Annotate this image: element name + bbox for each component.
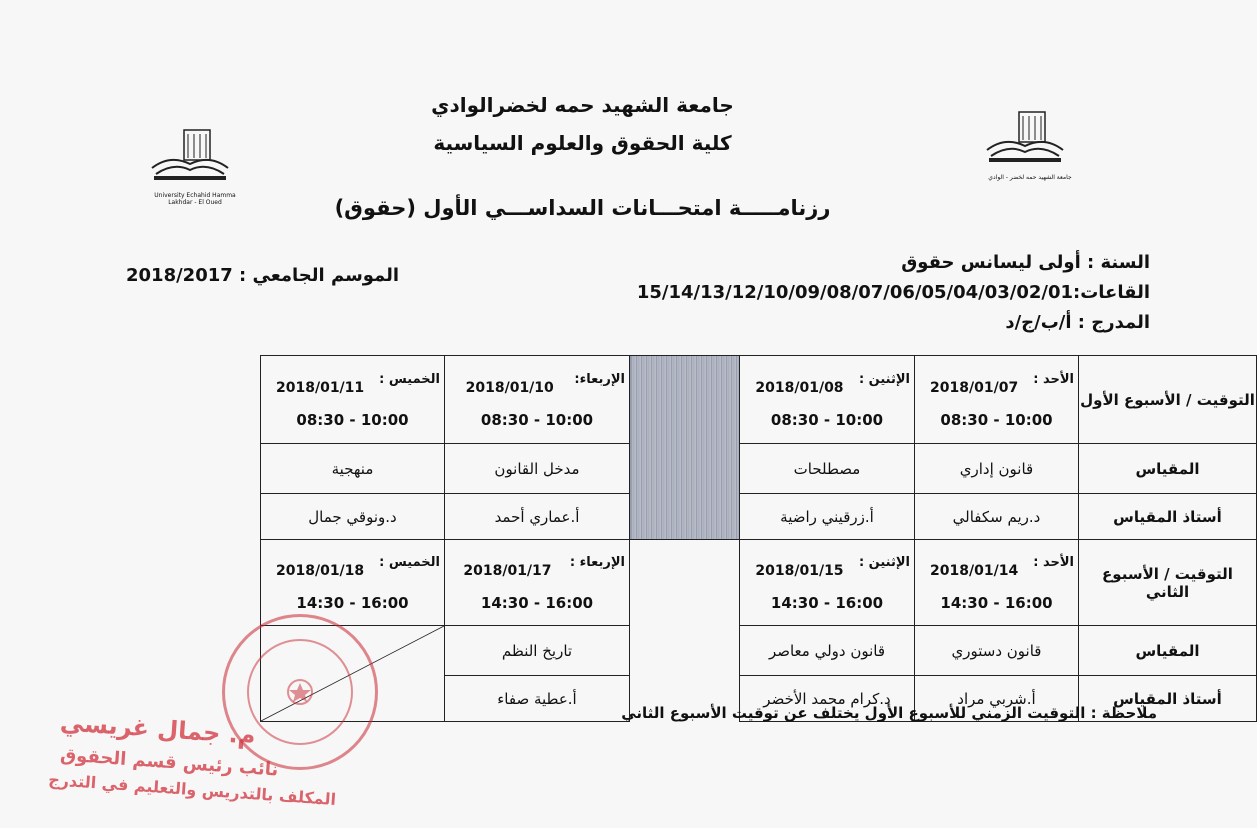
document-title: رزنامـــــة امتحـــانات السداســـي الأول (حقوق) [334,196,831,220]
professor-label: أستاذ المقياس [1079,676,1257,722]
day-name: الخميس : [379,371,440,387]
professor-cell: د.كرام محمد الأخضر [740,676,915,722]
module-cell: مدخل القانون [445,444,630,494]
day-cell [915,540,1079,626]
module-cell: قانون دستوري [915,626,1079,676]
module-label: المقياس [1079,444,1257,494]
professor-cell: د.ونوقي جمال [261,494,445,540]
professor-cell: أ.عطية صفاء [445,676,630,722]
exam-time: 16:00 - 14:30 [770,593,884,612]
day-name: الخميس : [379,554,440,570]
day-name: الإربعاء: [574,371,625,387]
faculty-name: كلية الحقوق والعلوم السياسية [433,131,732,155]
day-date: 2018/01/07 [930,379,1019,396]
signature-role-2: المكلف بالتدريس والتعليم في التدرج [47,769,337,810]
spacer-column [630,540,740,722]
year-line: السنة : أولى ليسانس حقوق [901,252,1150,273]
exam-time: 16:00 - 14:30 [940,593,1053,612]
module-cell: منهجية [261,444,445,494]
logo-caption: جامعة الشهيد حمه لخضر - الوادي [988,174,1072,181]
module-cell: تاريخ النظم [445,626,630,676]
exam-time: 16:00 - 14:30 [480,593,594,612]
day-cell [915,356,1079,444]
day-cell [740,356,915,444]
day-cell [740,540,915,626]
module-cell: قانون إداري [915,444,1079,494]
day-name: الإثنين : [858,554,910,570]
halls-line: القاعات:15/14/13/12/10/09/08/07/06/05/04/03/02/01 [636,282,1150,303]
week1-timing-row [75,356,1257,444]
hatched-empty-cell [630,356,740,540]
university-name: جامعة الشهيد حمه لخضرالوادي [431,93,734,117]
day-date: 2018/01/08 [755,379,844,396]
module-label: المقياس [1079,626,1257,676]
week2-timing-label: التوقيت / الأسبوع الثاني [1079,540,1257,626]
signature-name: م. جمال غريسي [59,708,257,750]
exam-time: 10:00 - 08:30 [296,410,409,429]
exam-time: 16:00 - 14:30 [296,593,409,612]
day-date: 2018/01/17 [463,562,552,579]
day-date: 2018/01/15 [755,562,844,579]
amphi-line: المدرج : أ/ب/ج/د [1005,312,1150,333]
exam-time: 10:00 - 08:30 [480,410,594,429]
exam-time: 10:00 - 08:30 [770,410,884,429]
professor-cell: أ.عماري أحمد [445,494,630,540]
week2-timing-row [75,540,1257,626]
professor-cell: د.ريم سكفالي [915,494,1079,540]
day-cell [261,356,445,444]
exam-time: 10:00 - 08:30 [940,410,1053,429]
day-name: الإربعاء : [569,554,625,570]
module-cell: قانون دولي معاصر [740,626,915,676]
day-name: الأحد : [1033,371,1074,387]
professor-cell: أ.زرقيني راضية [740,494,915,540]
day-date: 2018/01/10 [465,379,554,396]
note-line [621,704,1157,722]
module-cell: مصطلحات [740,444,915,494]
day-cell [261,540,445,626]
signature-role-1: نائب رئيس قسم الحقوق [59,744,279,781]
professor-label: أستاذ المقياس [1079,494,1257,540]
day-date: 2018/01/18 [276,562,365,579]
professor-cell: أ.شربي مراد [915,676,1079,722]
day-name: الأحد : [1033,554,1074,570]
logo-caption: University Echahid Hamma Lakhdar - El Oued [154,192,236,206]
week1-timing-label: التوقيت / الأسبوع الأول [1079,356,1257,444]
note-text: ملاحظة : التوقيت الزمني للأسبوع الأول يختلف عن توقيت الأسبوع الثاني [621,704,1157,722]
day-cell [445,540,630,626]
day-cell [445,356,630,444]
day-date: 2018/01/11 [276,379,365,396]
day-date: 2018/01/14 [930,562,1019,579]
day-name: الإثنين : [858,371,910,387]
academic-season: الموسم الجامعي : 2018/2017 [126,265,400,286]
